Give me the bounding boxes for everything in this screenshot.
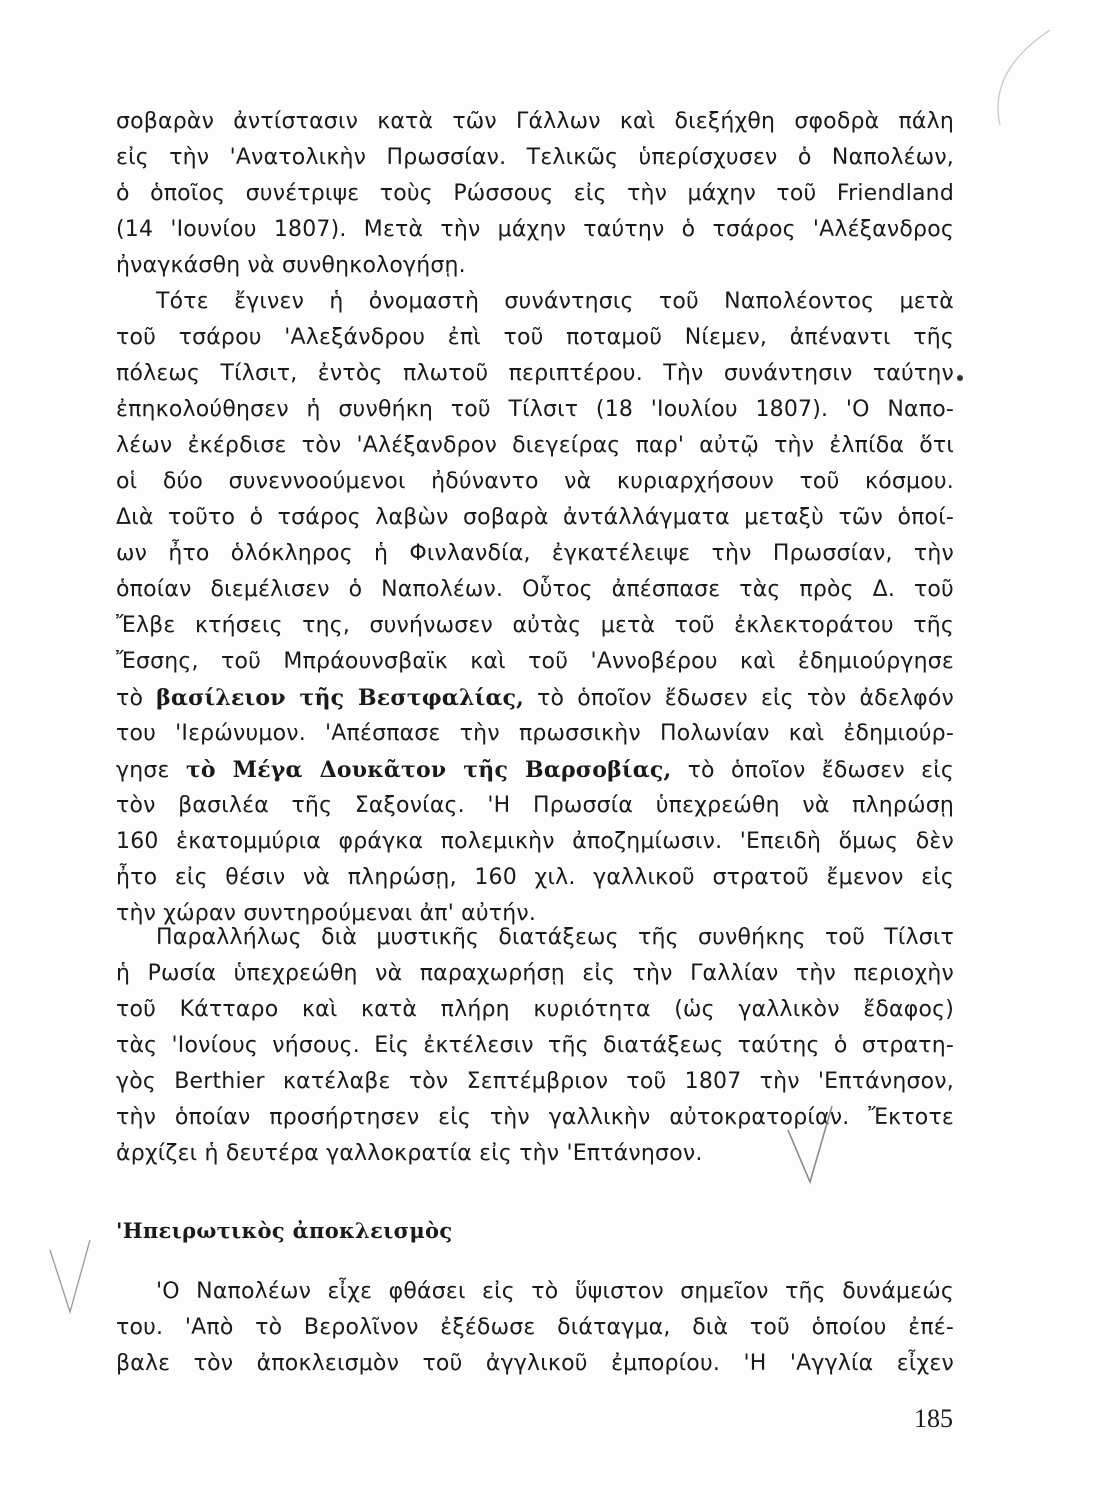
text-line: ἀρχίζει ἡ δευτέρα γαλλοκρατία εἰς τὴν 'Επτάνησον. [116,1141,703,1166]
text-line: ἦτο εἰς θέσιν νὰ πληρώσῃ, 160 χιλ. γαλλικοῦ στρατοῦ ἔμενον εἰς [116,865,954,890]
text-line: σοβαρὰν ἀντίστασιν κατὰ τῶν Γάλλων καὶ διεξήχθη σφοδρὰ πάλη [116,109,954,134]
text-line: Ἔσσης, τοῦ Μπράουνσβαϊκ καὶ τοῦ 'Αννοβέρου καὶ ἐδημιούργησε [116,649,954,674]
text-line: ων ἦτο ὁλόκληρος ἡ Φινλανδία, ἐγκατέλειψε τὴν Πρωσσίαν, τὴν [116,541,954,566]
text-line: γὸς Berthier κατέλαβε τὸν Σεπτέμβριον τοῦ 1807 τὴν 'Επτάνησον, [116,1069,954,1094]
text-run: γησε [116,758,186,783]
text-line: τὸν βασιλέα τῆς Σαξονίας. 'Η Πρωσσία ὑπεχρεώθη νὰ πληρώσῃ [116,793,954,818]
bold-term-warsaw: τὸ Μέγα Δουκᾶτον τῆς Βαρσοβίας, [185,757,672,783]
text-line: ἡ Ρωσία ὑπεχρεώθη νὰ παραχωρήσῃ εἰς τὴν Γαλλίαν τὴν περιοχὴν [116,961,954,986]
text-run: τὸ ὁποῖον ἔδωσεν εἰς [671,758,954,783]
bold-term-westphalia: βασίλειον τῆς Βεστφαλίας, [156,685,525,711]
text-line: 160 ἑκατομμύρια φράγκα πολεμικὴν ἀποζημίωσιν. 'Επειδὴ ὅμως δὲν [116,829,954,854]
text-line: ὁποίαν διεμέλισεν ὁ Ναπολέων. Οὗτος ἀπέσπασε τὰς πρὸς Δ. τοῦ [116,577,954,602]
text-line: τοῦ τσάρου 'Αλεξάνδρου ἐπὶ τοῦ ποταμοῦ Νίεμεν, ἀπέναντι τῆς [116,325,954,350]
pencil-check-mark-icon [780,1100,840,1190]
paragraph-4 [116,1274,954,1382]
text-line: 'Ο Ναπολέων εἶχε φθάσει εἰς τὸ ὕψιστον σημεῖον τῆς δυνάμεώς [156,1279,954,1304]
section-heading: 'Ηπειρωτικὸς ἀποκλεισμὸς [116,1218,453,1243]
text-line-with-bold [116,680,954,716]
text-line: του 'Ιερώνυμον. 'Απέσπασε τὴν πρωσσικὴν Πολωνίαν καὶ ἐδημιούρ- [116,721,954,746]
text-line: εἰς τὴν 'Ανατολικὴν Πρωσσίαν. Τελικῶς ὑπερίσχυσεν ὁ Ναπολέων, [116,145,954,170]
text-line: λέων ἐκέρδισε τὸν 'Αλέξανδρον διεγείρας παρ' αὐτῷ τὴν ἐλπίδα ὅτι [116,433,954,458]
ink-dot-icon [954,372,966,384]
text-line: ἐπηκολούθησεν ἡ συνθήκη τοῦ Τίλσιτ (18 'Ιουλίου 1807). 'Ο Ναπο- [116,397,954,422]
text-line: Παραλλήλως διὰ μυστικῆς διατάξεως τῆς συνθήκης τοῦ Τίλσιτ [156,925,954,950]
margin-pencil-mark-icon [40,1240,100,1320]
text-line: ἠναγκάσθη νὰ συνθηκολογήσῃ. [116,253,466,278]
text-line: Ἔλβε κτήσεις της, συνήνωσεν αὐτὰς μετὰ τοῦ ἐκλεκτοράτου τῆς [116,613,954,638]
text-line: Τότε ἔγινεν ἡ ὀνομαστὴ συνάντησις τοῦ Ναπολέοντος μετὰ [156,289,954,314]
paragraph-2 [116,284,954,932]
text-line: Διὰ τοῦτο ὁ τσάρος λαβὼν σοβαρὰ ἀντάλλάγματα μεταξὺ τῶν ὁποί- [116,505,954,530]
text-line: του. 'Απὸ τὸ Βερολῖνον ἐξέδωσε διάταγμα, διὰ τοῦ ὁποίου ἐπέ- [116,1315,954,1340]
text-line-with-bold [116,752,954,788]
text-line: ὁ ὁποῖος συνέτριψε τοὺς Ρώσσους εἰς τὴν μάχην τοῦ Friendland [116,181,954,206]
text-run: τὸ ὁποῖον ἔδωσεν εἰς τὸν ἀδελφόν [524,686,954,711]
corner-pencil-stroke-icon [980,30,1060,140]
text-run: τὸ [116,686,157,711]
text-line: βαλε τὸν ἀποκλεισμὸν τοῦ ἀγγλικοῦ ἐμπορίου. 'Η 'Αγγλία εἶχεν [116,1351,954,1376]
text-line: οἱ δύο συνεννοούμενοι ἠδύναντο νὰ κυριαρχήσουν τοῦ κόσμου. [116,469,954,494]
text-line: τὰς 'Ιονίους νήσους. Εἰς ἐκτέλεσιν τῆς διατάξεως ταύτης ὁ στρατη- [116,1033,954,1058]
text-line: πόλεως Τίλσιτ, ἐντὸς πλωτοῦ περιπτέρου. Τὴν συνάντησιν ταύτην [116,361,954,386]
paragraph-1 [116,104,954,284]
text-line: τοῦ Κάτταρο καὶ κατὰ πλήρη κυριότητα (ὡς γαλλικὸν ἔδαφος) [116,997,954,1022]
text-line: τὴν χώραν συντηρούμεναι ἀπ' αὐτήν. [116,901,537,926]
text-line: τὴν ὁποίαν προσήρτησεν εἰς τὴν γαλλικὴν αὐτοκρατορίαν. Ἔκτοτε [116,1105,954,1130]
page-number: 185 [914,1404,953,1433]
text-line: (14 'Ιουνίου 1807). Μετὰ τὴν μάχην ταύτην ὁ τσάρος 'Αλέξανδρος [116,217,954,242]
